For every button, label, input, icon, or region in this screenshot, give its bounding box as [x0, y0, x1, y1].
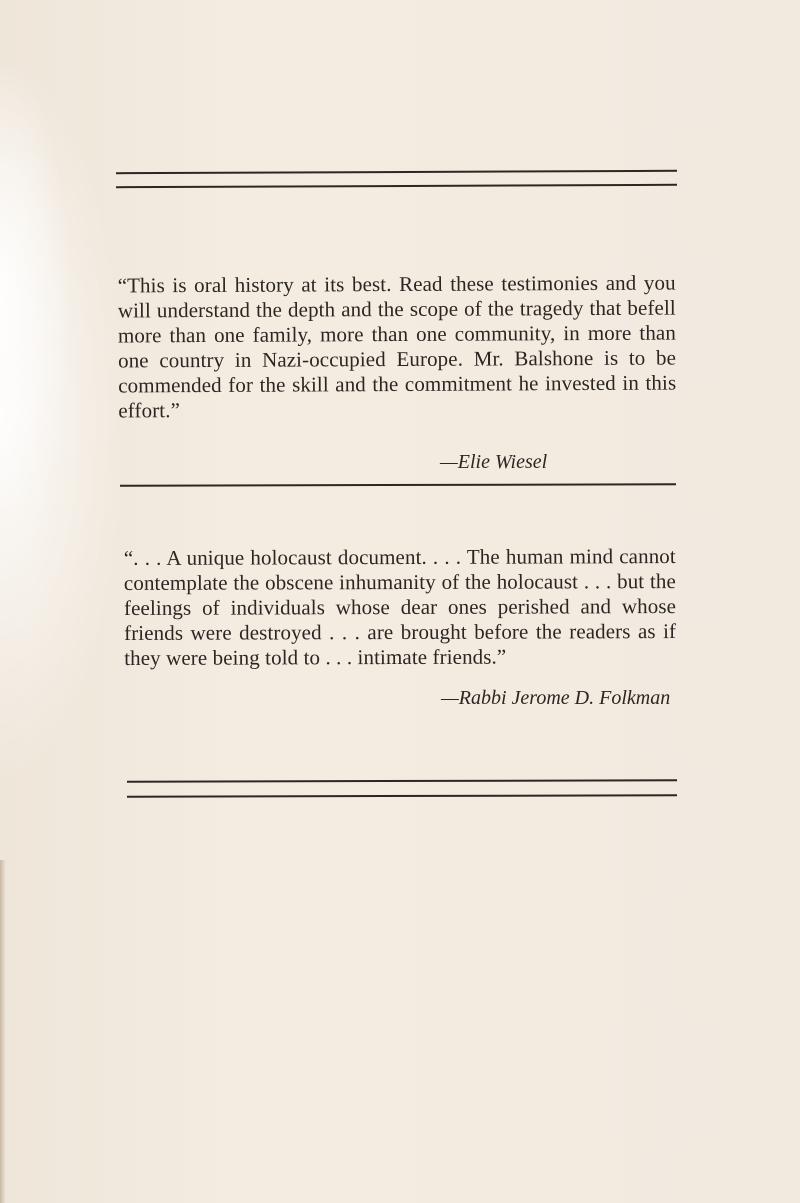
quote-elie-wiesel-text: “This is oral history at its best. Read these testimonies and you will understand the depth and the scope of the tragedy that befell more than one family, more than one community, in more than one country in Nazi-occupied Europe. Mr. Balshone is to be commended for the skill and the commitment he invested in this effort.”	[117, 270, 677, 423]
bottom-double-rule-upper	[127, 779, 677, 782]
top-double-rule-upper	[116, 170, 677, 174]
top-double-rule-lower	[116, 184, 677, 188]
quote-elie-wiesel-attribution: —Elie Wiesel	[440, 451, 548, 473]
bottom-double-rule-lower	[127, 794, 677, 797]
cover-edge-shadow	[0, 860, 6, 1203]
quote-folkman-attribution: —Rabbi Jerome D. Folkman	[441, 687, 671, 709]
middle-divider-rule	[120, 483, 676, 486]
quote-folkman-text: “. . . A unique holocaust document. . . . The human mind cannot contemplate the obscene inhumanity of the holocaust . . . but the feelings of individuals whose dear ones perished and whose friends were destroyed . . . are brought before the readers as if they were being told to . . . intimate friends.”	[123, 544, 677, 670]
